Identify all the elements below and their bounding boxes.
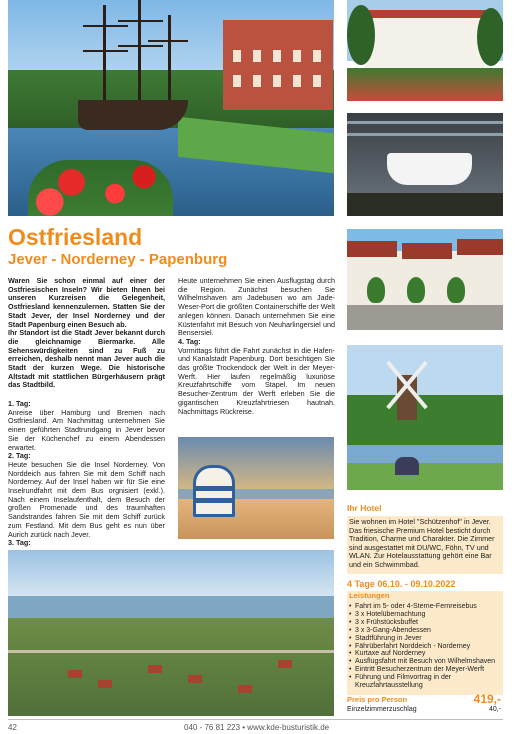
page-title: Ostfriesland: [8, 224, 143, 250]
footer-divider: [8, 719, 503, 720]
intro-text: Waren Sie schon einmal auf einer der Ostfriesischen Inseln? Wir bieten Ihnen bei unseren Kurzreisen die Gelegenheit, Ostfriesland kennenzulernen. Statten Sie der Stadt Jever, der Insel Norderney und der Stadt Papenburg einen Besuch ab.: [8, 276, 165, 329]
hotel-description: Sie wohnen im Hotel "Schützenhof" in Jever. Das friesische Premium Hotel besticht durch Tradition, Charme und Charakter. Die Zimmer sind ausgestattet mit DU/WC, Föhn, TV und WLAN. Zur Hotelausstattung gehört eine Bar und ein Schwimmbad.: [347, 516, 503, 574]
service-item: • Fährüberfahrt Norddeich - Norderney: [349, 643, 501, 651]
town-square-photo: [347, 229, 503, 330]
services-list: [347, 602, 503, 695]
service-item: • Ausflugsfahrt mit Besuch von Wilhelmshaven: [349, 658, 501, 666]
service-item: • Kurtaxe auf Norderney: [349, 650, 501, 658]
service-item: • 3 x 3-Gang-Abendessen: [349, 627, 501, 635]
single-room-label: Einzelzimmerzuschlag: [347, 706, 417, 713]
day4-label: 4. Tag:: [178, 336, 201, 346]
services-heading: Leistungen: [347, 591, 503, 602]
day2-text: Heute besuchen Sie die Insel Norderney. Von Norddeich aus fahren Sie mit dem Schiff nach Norderney. Auf der Insel haben wir für Sie eine Inselrundfahrt mit dem Bus orgnisiert (exkl.). Nach einem Inselaufenthalt, dem Besuch der großen Promenade und des traumhaften Sandstrandes fahren Sie mit dem Schiff zurück zum Festland. Mit dem Bus geht es nun über Aurich zurück nach Jever.: [8, 459, 165, 539]
day1-text: Anreise über Hamburg und Bremen nach Ostfriesland. Am Nachmittag unternehmen Sie einen geführten Stadtrundgang in Jever bevor Sie der Küchenchef zu einem Abendessen erwartet.: [8, 407, 165, 452]
day1-label: 1. Tag:: [8, 399, 31, 408]
single-room-row: [347, 706, 503, 713]
day3-text: Heute unternehmen Sie einen Ausflugstag durch die Region. Zunächst besuchen Sie Wilhelmshaven am Jadebusen wo am Jade-Weser-Port die größten Containerschiffe der Welt anlegen können. Danach unternehmen Sie eine Küstenfahrt mit Besuch von Neuharlingersiel und Bensersiel.: [178, 276, 335, 338]
shipyard-drydock-photo: [347, 113, 503, 216]
itinerary-block-2: [178, 277, 335, 416]
intro-text-2: Ihr Standort ist die Stadt Jever bekannt durch die gleichnamige Biermarke. Alle Sehenswürdigkeiten sind zu Fuß zu erreichen, deshalb nennt man Jever auch die Stadt der kurzen Wege. Die historische Altstadt mit stattlichen Bürgerhäusern prägt das Stadtbild.: [8, 328, 165, 390]
intro-block: [8, 277, 165, 390]
service-item: • Führung und Filmvortrag in der Kreuzfahrtausstellung: [349, 674, 501, 690]
hotel-heading: Ihr Hotel: [347, 503, 382, 513]
day3-label: 3. Tag:: [8, 538, 31, 548]
service-item: • 3 x Hotelübernachtung: [349, 611, 501, 619]
price-value: 419,-: [473, 692, 501, 706]
price-row: [347, 692, 503, 706]
hotel-building-photo: [347, 0, 503, 101]
page-number: 42: [8, 723, 17, 732]
trip-dates-heading: 4 Tage 06.10. - 09.10.2022: [347, 579, 456, 589]
day2-label: 2. Tag:: [8, 451, 31, 461]
windmill-landscape-photo: [347, 345, 503, 490]
footer-contact: 040 - 76 81 223 • www.kde-busturistik.de: [184, 723, 330, 732]
service-item: • Eintritt Besucherzentrum der Meyer-Werft: [349, 666, 501, 674]
service-item: • Stadtführung in Jever: [349, 635, 501, 643]
island-aerial-photo: [8, 550, 334, 716]
single-room-value: 40,-: [488, 706, 501, 713]
price-label: Preis pro Person: [347, 695, 408, 704]
harbor-ship-photo: [8, 0, 334, 216]
itinerary-block-1: [8, 400, 165, 548]
service-item: • 3 x Frühstücksbuffet: [349, 619, 501, 627]
service-item: • Fahrt im 5- oder 4-Sterne-Fernreisebus: [349, 603, 501, 611]
beach-chair-photo: [178, 437, 334, 539]
day4-text: Vormittags führt die Fahrt zunächst in die Hafen- und Kanalstadt Papenburg. Dort besichtigen Sie das größte Trockendock der Welt in der Meyer-Werft. Hier laufen regelmäßig luxuriöse Kreuzfahrtschiffe vom Stapel. Im neuen Besucher-Zentrum der Werft erleben Sie die gigantischen Kreuzfahrtriesen hautnah. Nachmittags Rückreise.: [178, 345, 335, 416]
page-subtitle: Jever - Norderney - Papenburg: [8, 251, 228, 268]
